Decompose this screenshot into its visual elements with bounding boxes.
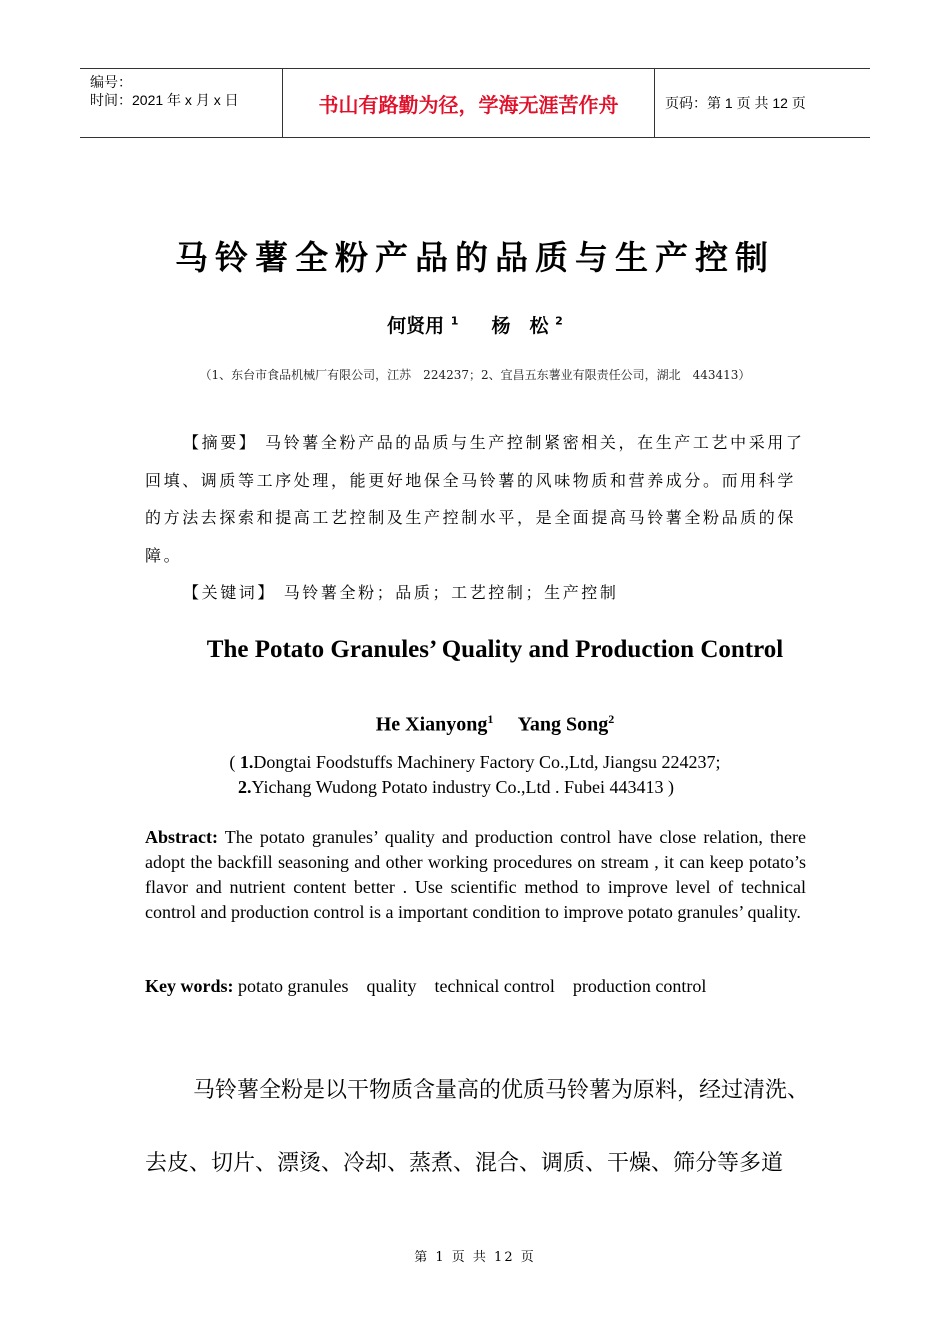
author1-cn: 何贤用	[387, 315, 445, 337]
keywords-en	[145, 974, 806, 999]
keywords-cn-label: 【关键词】	[183, 583, 277, 602]
abstract-cn-paragraph	[145, 424, 807, 574]
keywords-en-label: Key words:	[145, 976, 234, 996]
abstract-cn-text: 马铃薯全粉产品的品质与生产控制紧密相关，在生产工艺中采用了回填、调质等工序处理，能更好地保全马铃薯的风味物质和营养成分。而用科学的方法去探索和提高工艺控制及生产控制水平，是全面提高马铃薯全粉品质的保障。	[145, 433, 805, 565]
body-line-2: 去皮、切片、漂烫、冷却、蒸煮、混合、调质、干燥、筛分等多道	[145, 1151, 784, 1176]
affiliation-cn: （1、东台市食品机械厂有限公司，江苏 224237；2、宜昌五东薯业有限责任公司，湖北 443413）	[199, 368, 751, 382]
affiliation-en-line1	[0, 750, 950, 775]
author1-en: He Xianyong	[375, 713, 488, 736]
author2-cn-mark: 2	[555, 314, 563, 328]
abstract-en-label: Abstract:	[145, 827, 218, 847]
affiliation-en	[0, 750, 950, 800]
abstract-en-text: The potato granules’ quality and production control have close relation, there adopt the backfill seasoning and other working procedures on stream , it can keep potato’s flavor and nutrient content better . Use scientific method to improve level of technical control and production control is a important condition to improve potato granules’ quality.	[145, 827, 806, 922]
affiliation-en-line2	[0, 775, 950, 800]
body-text-cn	[145, 1054, 825, 1200]
authors-en	[0, 712, 950, 737]
page-title-en: The Potato Granules’ Quality and Production Control	[206, 636, 784, 663]
author2-en: Yang Song	[517, 713, 609, 736]
header-info-cell	[80, 69, 282, 137]
author1-cn-mark: 1	[450, 314, 459, 328]
keywords-cn-text: 马铃薯全粉；品质；工艺控制；生产控制	[283, 583, 619, 602]
keywords-cn-paragraph	[145, 574, 807, 612]
header-motto: 书山有路勤为径，学海无涯苦作舟	[282, 69, 655, 137]
author2-en-mark: 2	[608, 712, 615, 726]
affiliation-en-open: (	[229, 752, 240, 772]
author2-cn: 杨 松	[491, 315, 549, 337]
header-table	[80, 68, 870, 138]
body-line-1: 马铃薯全粉是以干物质含量高的优质马铃薯为原料，经过清洗、	[193, 1078, 810, 1103]
author1-en-mark: 1	[487, 712, 494, 726]
document-date-label: 时间：2021 年 x 月 x 日	[90, 92, 239, 108]
page-footer: 第 1 页 共 12 页	[414, 1250, 536, 1265]
authors-cn	[0, 311, 950, 338]
keywords-en-text: potato granules quality technical control production control	[233, 976, 707, 996]
affiliation-en-text2: Yichang Wudong Potato industry Co.,Ltd . Fubei 443413 )	[251, 777, 674, 797]
abstract-en	[145, 825, 806, 925]
abstract-cn-label: 【摘要】	[183, 433, 258, 452]
document-number-label: 编号：	[90, 74, 132, 90]
affiliation-en-text1: Dongtai Foodstuffs Machinery Factory Co.,Ltd, Jiangsu 224237;	[253, 752, 721, 772]
page-title-cn: 马铃薯全粉产品的品质与生产控制	[175, 238, 775, 277]
affiliation-en-num2: 2.	[238, 777, 252, 797]
abstract-cn	[145, 424, 807, 612]
header-page-label: 页码：第 1 页 共 12 页	[665, 95, 806, 111]
affiliation-en-num1: 1.	[239, 752, 254, 772]
